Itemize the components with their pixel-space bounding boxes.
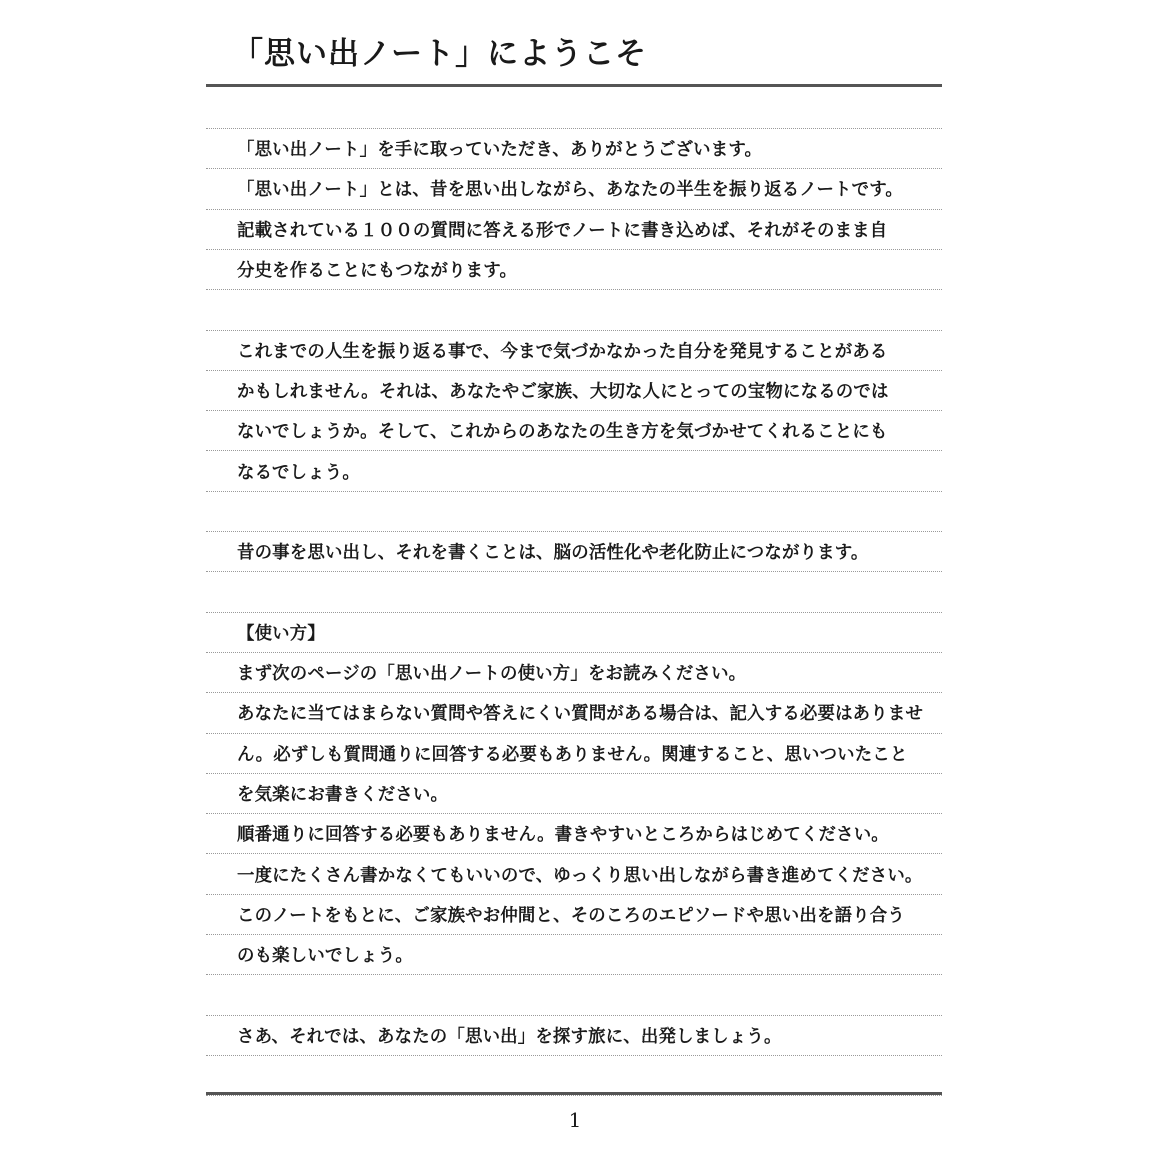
text-line: 「思い出ノート」を手に取っていただき、ありがとうございます。 — [237, 140, 763, 161]
text-line: 分史を作ることにもつながります。 — [237, 261, 518, 282]
text-line: ないでしょうか。そして、これからのあなたの生き方を気づかせてくれることにも — [237, 422, 888, 443]
text-line: ん。必ずしも質問通りに回答する必要もありません。関連すること、思いついたこと — [237, 744, 908, 765]
ruled-line — [206, 612, 942, 613]
text-line: 昔の事を思い出し、それを書くことは、脳の活性化や老化防止につながります。 — [237, 543, 869, 564]
ruled-line — [206, 974, 942, 975]
ruled-line — [206, 1095, 942, 1096]
title-divider — [206, 84, 942, 87]
ruled-line — [206, 773, 942, 774]
ruled-line — [206, 853, 942, 854]
text-line: まず次のページの「思い出ノートの使い方」をお読みください。 — [237, 664, 747, 685]
ruled-line — [206, 450, 942, 451]
ruled-line — [206, 249, 942, 250]
ruled-line — [206, 733, 942, 734]
ruled-line — [206, 813, 942, 814]
text-line: さあ、それでは、あなたの「思い出」を探す旅に、出発しましょう。 — [237, 1026, 782, 1047]
page-title: 「思い出ノート」にようこそ — [232, 36, 648, 72]
text-line: 「思い出ノート」とは、昔を思い出しながら、あなたの半生を振り返るノートです。 — [237, 180, 904, 201]
text-line: を気楽にお書きください。 — [237, 784, 449, 805]
text-line: のも楽しいでしょう。 — [237, 946, 413, 967]
ruled-line — [206, 934, 942, 935]
ruled-line — [206, 410, 942, 411]
text-line: なるでしょう。 — [237, 462, 360, 483]
ruled-line — [206, 1055, 942, 1056]
ruled-line — [206, 491, 942, 492]
page-number: 1 — [568, 1108, 582, 1132]
ruled-line — [206, 652, 942, 653]
text-line: かもしれません。それは、あなたやご家族、大切な人にとっての宝物になるのでは — [237, 381, 889, 402]
text-line: このノートをもとに、ご家族やお仲間と、そのころのエピソードや思い出を語り合う — [237, 905, 905, 926]
footer-divider — [206, 1092, 942, 1095]
text-line: これまでの人生を振り返る事で、今まで気づかなかった自分を発見することがある — [237, 341, 888, 362]
text-line: 一度にたくさん書かなくてもいいので、ゆっくり思い出しながら書き進めてください。 — [237, 865, 923, 886]
ruled-line — [206, 531, 942, 532]
text-line: 【使い方】 — [237, 623, 325, 644]
ruled-line — [206, 289, 942, 290]
ruled-line — [206, 209, 942, 210]
ruled-line — [206, 330, 942, 331]
text-line: 順番通りに回答する必要もありません。書きやすいところからはじめてください。 — [237, 825, 889, 846]
ruled-line — [206, 894, 942, 895]
ruled-line — [206, 1015, 942, 1016]
ruled-line — [206, 692, 942, 693]
ruled-line — [206, 128, 942, 129]
text-line: あなたに当てはまらない質問や答えにくい質問がある場合は、記入する必要はありませ — [237, 704, 924, 725]
ruled-line — [206, 370, 942, 371]
ruled-line — [206, 571, 942, 572]
text-line: 記載されている１００の質問に答える形でノートに書き込めば、それがそのまま自 — [237, 220, 888, 241]
ruled-line — [206, 168, 942, 169]
